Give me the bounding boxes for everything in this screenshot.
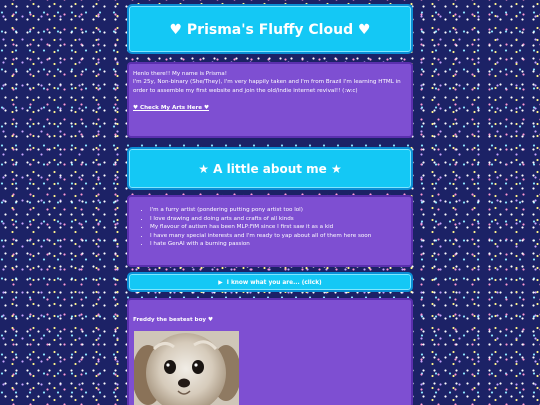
intro-text: I'm 25y, Non-binary (She/They), I'm very happily taken and I'm from Brazil I'm learning HTML in order to assemble my first website and join the old/indie internet revival!! (:w:c) (133, 79, 401, 94)
spoiler-label: I know what you are... (click) (226, 280, 322, 286)
content-column (127, 4, 413, 405)
list-item: • I hate GenAI with a burning passion (150, 240, 407, 249)
site-title-banner (127, 4, 413, 54)
freddy-panel (127, 298, 413, 405)
site-title: ♥ Prisma's Fluffy Cloud ♥ (169, 22, 371, 38)
about-title: ★ A little about me ★ (198, 162, 342, 176)
about-list-panel (127, 195, 413, 267)
spoiler-toggle[interactable] (127, 272, 413, 292)
intro-panel (127, 62, 413, 138)
freddy-caption: Freddy the bestest boy ♥ (133, 317, 214, 323)
about-banner (127, 147, 413, 190)
dog-photo (134, 331, 239, 405)
list-item: • I love drawing and doing arts and crafts of all kinds (150, 215, 407, 224)
list-item: • I have many special interests and I'm ready to yap about all of them here soon (150, 232, 407, 241)
list-item: • My flavour of autism has been MLP:FiM since I first saw it as a kid (150, 223, 407, 232)
check-arts-link[interactable]: ♥ Check My Arts Here ♥ (133, 105, 210, 112)
about-list (133, 206, 407, 249)
list-item: • I'm a furry artist (pondering putting pony artist too lol) (150, 206, 407, 215)
intro-greeting: Henlo there!! My name is Prisma! (133, 71, 227, 77)
disclosure-triangle-icon: ▶ (218, 280, 223, 286)
